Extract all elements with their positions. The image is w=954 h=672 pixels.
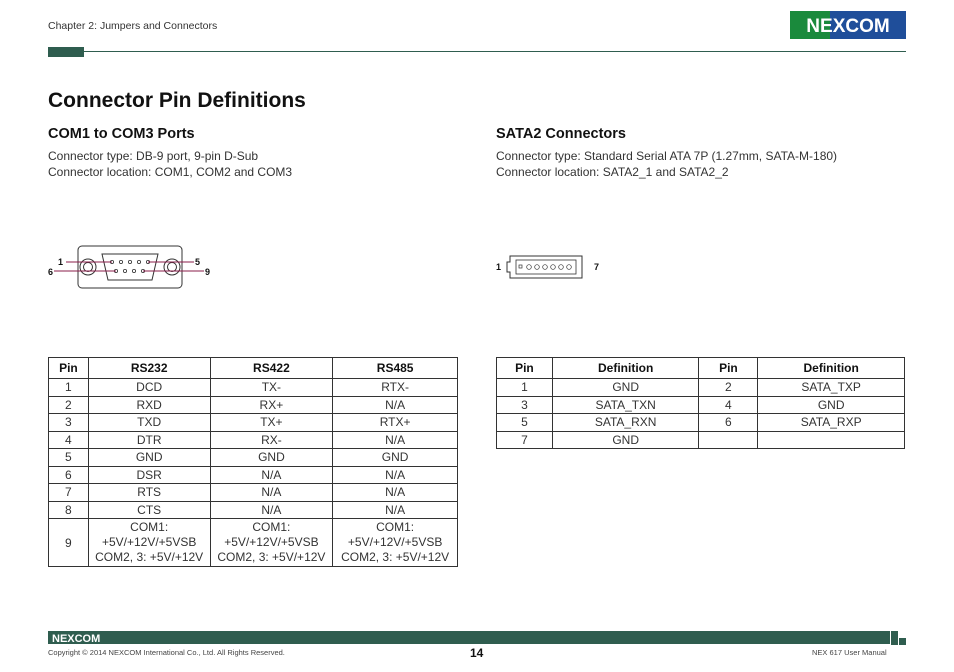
- table-cell: GND: [333, 449, 458, 467]
- footer-square: [891, 638, 898, 645]
- com-pin-label: 9: [205, 267, 211, 277]
- cell-line: COM2, 3: +5V/+12V: [217, 550, 326, 564]
- cell-line: +5V/+12V/+5VSB: [347, 535, 443, 549]
- table-cell: 6: [699, 414, 758, 432]
- cell-line: +5V/+12V/+5VSB: [224, 535, 319, 549]
- copyright-text: Copyright © 2014 NEXCOM International Co., Ltd. All Rights Reserved.: [48, 648, 285, 657]
- table-cell: N/A: [333, 431, 458, 449]
- com-section-title: COM1 to COM3 Ports: [48, 126, 195, 142]
- table-cell: 5: [497, 414, 553, 432]
- table-cell: 4: [699, 396, 758, 414]
- com-pin-label: 1: [58, 257, 64, 267]
- header-accent-block: [48, 47, 84, 57]
- table-header: RS422: [210, 358, 333, 379]
- table-row: [497, 396, 905, 414]
- db9-connector-diagram: [44, 242, 224, 292]
- table-header: Pin: [49, 358, 89, 379]
- table-cell: 7: [49, 484, 89, 502]
- cell-line: COM1:: [252, 520, 291, 534]
- table-cell: DTR: [88, 431, 210, 449]
- nexcom-logo: [790, 11, 906, 39]
- footer-square: [891, 631, 898, 638]
- table-cell: 1: [49, 379, 89, 397]
- table-cell: [210, 519, 333, 567]
- table-header-row: [49, 358, 458, 379]
- table-cell: [699, 431, 758, 449]
- footer-bar: [48, 631, 890, 644]
- sata-location-line: Connector location: SATA2_1 and SATA2_2: [496, 165, 729, 179]
- table-cell: SATA_RXP: [758, 414, 905, 432]
- table-row: [49, 396, 458, 414]
- header-rule: [48, 51, 906, 52]
- page-number: 14: [470, 646, 484, 660]
- table-cell: N/A: [333, 484, 458, 502]
- chapter-heading: Chapter 2: Jumpers and Connectors: [48, 20, 218, 32]
- com-pin-table: [48, 357, 458, 567]
- table-cell: 6: [49, 466, 89, 484]
- table-cell: TXD: [88, 414, 210, 432]
- com-type-line: Connector type: DB-9 port, 9-pin D-Sub: [48, 149, 259, 163]
- table-cell: 5: [49, 449, 89, 467]
- cell-line: COM1:: [376, 520, 415, 534]
- table-row: [49, 379, 458, 397]
- table-row: [49, 484, 458, 502]
- table-cell: N/A: [333, 396, 458, 414]
- table-cell: 8: [49, 501, 89, 519]
- table-cell: DSR: [88, 466, 210, 484]
- cell-line: COM1:: [130, 520, 169, 534]
- sata-pin-table: [496, 357, 905, 449]
- table-cell: [88, 519, 210, 567]
- table-row: [49, 431, 458, 449]
- table-cell: N/A: [210, 501, 333, 519]
- table-cell: TX+: [210, 414, 333, 432]
- table-cell: [758, 431, 905, 449]
- table-cell: 7: [497, 431, 553, 449]
- table-cell: RTX-: [333, 379, 458, 397]
- table-cell: RX-: [210, 431, 333, 449]
- table-cell: 3: [497, 396, 553, 414]
- sata-pin-label: 1: [496, 262, 502, 272]
- com-pin-label: 5: [195, 257, 201, 267]
- table-header: RS485: [333, 358, 458, 379]
- table-row: [497, 414, 905, 432]
- table-cell: 2: [699, 379, 758, 397]
- footer-nexcom-logo: [52, 631, 108, 644]
- table-row: [49, 414, 458, 432]
- table-cell: TX-: [210, 379, 333, 397]
- table-header: Definition: [552, 358, 699, 379]
- table-row: [49, 501, 458, 519]
- table-cell: RTS: [88, 484, 210, 502]
- table-header: Definition: [758, 358, 905, 379]
- table-row: [49, 466, 458, 484]
- footer-square: [899, 638, 906, 645]
- cell-line: COM2, 3: +5V/+12V: [95, 550, 204, 564]
- table-cell: RXD: [88, 396, 210, 414]
- cell-line: +5V/+12V/+5VSB: [101, 535, 197, 549]
- table-cell: N/A: [333, 466, 458, 484]
- table-row: [497, 431, 905, 449]
- table-cell: GND: [552, 379, 699, 397]
- table-cell: SATA_TXP: [758, 379, 905, 397]
- table-cell: GND: [210, 449, 333, 467]
- table-row: [49, 519, 458, 567]
- table-cell: 4: [49, 431, 89, 449]
- logo-text: NEXCOM: [806, 16, 890, 37]
- table-cell: 3: [49, 414, 89, 432]
- table-header: RS232: [88, 358, 210, 379]
- com-location-line: Connector location: COM1, COM2 and COM3: [48, 165, 293, 179]
- table-cell: N/A: [210, 484, 333, 502]
- com-pin-label: 6: [48, 267, 54, 277]
- table-cell: SATA_RXN: [552, 414, 699, 432]
- table-header: Pin: [699, 358, 758, 379]
- table-row: [49, 449, 458, 467]
- table-row: [497, 379, 905, 397]
- sata-pin-label: 7: [594, 262, 600, 272]
- table-cell: GND: [552, 431, 699, 449]
- table-cell: GND: [88, 449, 210, 467]
- sata-connector-diagram: [506, 252, 586, 282]
- footer-logo-text: NEXCOM: [52, 633, 101, 644]
- table-cell: 9: [49, 519, 89, 567]
- table-header-row: [497, 358, 905, 379]
- table-cell: CTS: [88, 501, 210, 519]
- sata-type-line: Connector type: Standard Serial ATA 7P (1.27mm, SATA-M-180): [496, 149, 838, 163]
- table-cell: DCD: [88, 379, 210, 397]
- table-cell: N/A: [333, 501, 458, 519]
- cell-line: COM2, 3: +5V/+12V: [341, 550, 450, 564]
- table-cell: 1: [497, 379, 553, 397]
- table-cell: [333, 519, 458, 567]
- table-cell: 2: [49, 396, 89, 414]
- table-cell: SATA_TXN: [552, 396, 699, 414]
- table-cell: RX+: [210, 396, 333, 414]
- page-title: Connector Pin Definitions: [48, 89, 306, 112]
- manual-title: NEX 617 User Manual: [812, 648, 887, 657]
- table-cell: N/A: [210, 466, 333, 484]
- table-header: Pin: [497, 358, 553, 379]
- sata-section-title: SATA2 Connectors: [496, 126, 626, 142]
- table-cell: RTX+: [333, 414, 458, 432]
- table-cell: GND: [758, 396, 905, 414]
